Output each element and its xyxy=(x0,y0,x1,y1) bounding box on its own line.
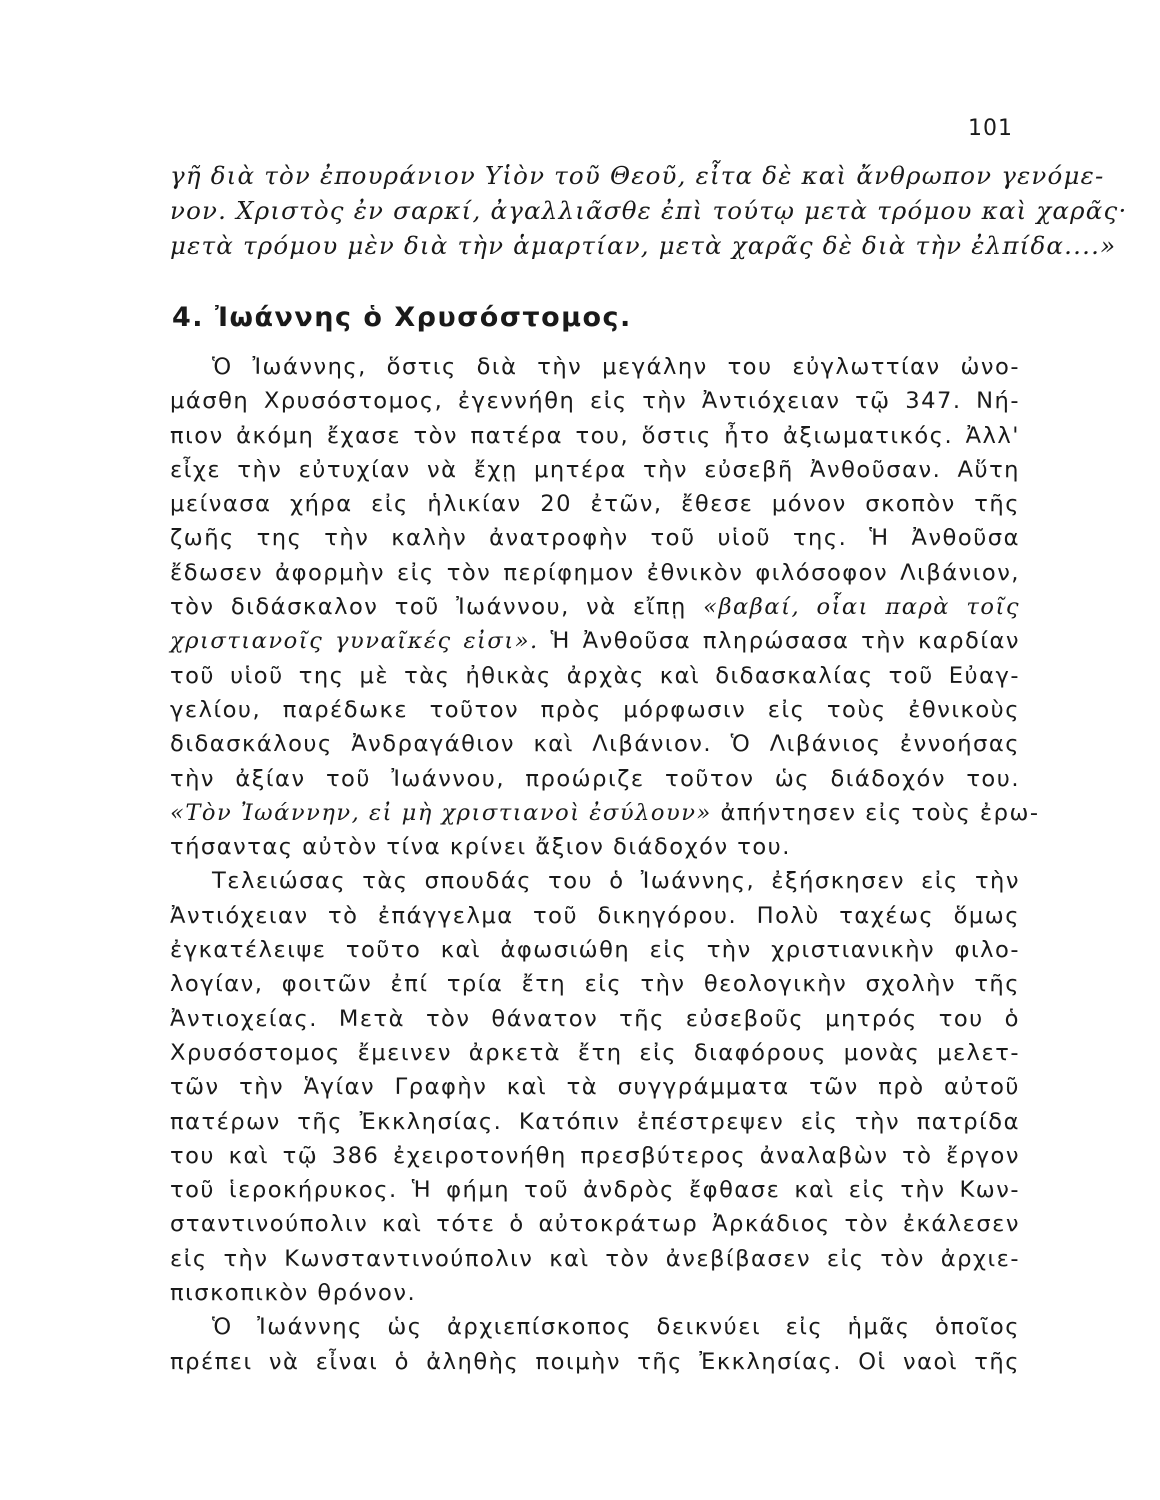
quote-block xyxy=(170,158,1128,263)
text-line: τῶν τὴν Ἁγίαν Γραφὴν καὶ τὰ συγγράμματα τῶν πρὸ αὐτοῦ xyxy=(170,1074,1020,1101)
text-run: ἀπήντησεν εἰς τοὺς ἐρω- xyxy=(711,799,1040,826)
body-text xyxy=(170,350,1040,1379)
italic-quote: «Τὸν Ἰωάννην, εἰ μὴ χριστιανοὶ ἐσύλουν» xyxy=(170,799,712,826)
text-line: εἶχε τὴν εὐτυχίαν νὰ ἔχῃ μητέρα τὴν εὐσεβῆ Ἀνθοῦσαν. Αὕτη xyxy=(170,456,1020,483)
text-line: γελίου, παρέδωκε τοῦτον πρὸς μόρφωσιν εἰς τοὺς ἐθνικοὺς xyxy=(170,696,1020,723)
text-line: λογίαν, φοιτῶν ἐπί τρία ἔτη εἰς τὴν θεολογικὴν σχολὴν τῆς xyxy=(170,971,1020,998)
page-number: 101 xyxy=(968,116,1013,141)
text-line: μείνασα χήρα εἰς ἡλικίαν 20 ἐτῶν, ἔθεσε μόνον σκοπὸν τῆς xyxy=(170,491,1020,518)
text-line xyxy=(170,796,1040,830)
italic-quote: «βαβαί, οἷαι παρὰ τοῖς xyxy=(703,594,1020,621)
text-line: μάσθη Χρυσόστομος, ἐγεννήθη εἰς τὴν Ἀντιόχειαν τῷ 347. Νή- xyxy=(170,388,1020,415)
text-line: τοῦ ἱεροκήρυκος. Ἡ φήμη τοῦ ἀνδρὸς ἔφθασε καὶ εἰς τὴν Κων- xyxy=(170,1177,1020,1204)
text-run: τὸν διδάσκαλον τοῦ Ἰωάννου, νὰ εἴπῃ xyxy=(170,594,704,621)
text-line: Ὁ Ἰωάννης ὡς ἀρχιεπίσκοπος δεικνύει εἰς ἡμᾶς ὁποῖος xyxy=(212,1314,1020,1341)
text-line xyxy=(170,590,1020,624)
text-line: Χρυσόστομος ἔμεινεν ἀρκετὰ ἔτη εἰς διαφόρους μονὰς μελετ- xyxy=(170,1039,1020,1066)
quote-line: μετὰ τρόμου μὲν διὰ τὴν ἁμαρτίαν, μετὰ χαρᾶς δὲ διὰ τὴν ἐλπίδα....» xyxy=(170,231,1117,260)
text-line: ζωῆς της τὴν καλὴν ἀνατροφὴν τοῦ υἱοῦ της. Ἡ Ἀνθοῦσα xyxy=(170,525,1020,552)
text-line: Ἀντιόχειαν τὸ ἐπάγγελμα τοῦ δικηγόρου. Πολὺ ταχέως ὅμως xyxy=(170,902,1020,929)
text-line: πισκοπικὸν θρόνον. xyxy=(170,1280,417,1307)
text-line: ἔδωσεν ἀφορμὴν εἰς τὸν περίφημον ἐθνικὸν φιλόσοφον Λιβάνιον, xyxy=(170,559,1020,586)
text-run: Ἡ Ἀνθοῦσα πληρώσασα τὴν καρδίαν xyxy=(538,628,1020,655)
text-line: πιον ἀκόμη ἔχασε τὸν πατέρα του, ὅστις ἦτο ἀξιωματικός. Ἀλλ' xyxy=(170,422,1020,449)
text-line: τὴν ἀξίαν τοῦ Ἰωάννου, προώριζε τοῦτον ὡς διάδοχόν του. xyxy=(170,765,1020,792)
italic-quote: χριστιανοῖς γυναῖκές εἰσι». xyxy=(170,628,539,655)
text-line: τοῦ υἱοῦ της μὲ τὰς ἠθικὰς ἀρχὰς καὶ διδασκαλίας τοῦ Εὐαγ- xyxy=(170,662,1020,689)
text-line: Ὁ Ἰωάννης, ὅστις διὰ τὴν μεγάλην του εὐγλωττίαν ὠνο- xyxy=(212,354,1020,380)
text-line: εἰς τὴν Κωνσταντινούπολιν καὶ τὸν ἀνεβίβασεν εἰς τὸν ἀρχιε- xyxy=(170,1245,1020,1272)
section-heading: 4. Ἰωάννης ὁ Χρυσόστομος. xyxy=(172,302,632,333)
text-line: σταντινούπολιν καὶ τότε ὁ αὐτοκράτωρ Ἀρκάδιος τὸν ἐκάλεσεν xyxy=(170,1211,1020,1238)
text-line: διδασκάλους Ἀνδραγάθιον καὶ Λιβάνιον. Ὁ Λιβάνιος ἐννοήσας xyxy=(170,731,1020,758)
text-line: τήσαντας αὐτὸν τίνα κρίνει ἄξιον διάδοχόν του. xyxy=(170,834,791,861)
text-line xyxy=(170,624,1020,658)
text-line: του καὶ τῷ 386 ἐχειροτονήθη πρεσβύτερος ἀναλαβὼν τὸ ἔργον xyxy=(170,1142,1020,1169)
text-line: Τελειώσας τὰς σπουδάς του ὁ Ἰωάννης, ἐξήσκησεν εἰς τὴν xyxy=(212,868,1020,895)
text-line: ἐγκατέλειψε τοῦτο καὶ ἀφωσιώθη εἰς τὴν χριστιανικὴν φιλο- xyxy=(170,937,1020,964)
text-line: πατέρων τῆς Ἐκκλησίας. Κατόπιν ἐπέστρεψεν εἰς τὴν πατρίδα xyxy=(170,1108,1020,1135)
text-line: Ἀντιοχείας. Μετὰ τὸν θάνατον τῆς εὐσεβοῦς μητρός του ὁ xyxy=(170,1005,1020,1032)
quote-line: γῆ διὰ τὸν ἐπουράνιον Υἱὸν τοῦ Θεοῦ, εἶτα δὲ καὶ ἄνθρωπον γενόμε- xyxy=(170,161,1105,190)
text-line: πρέπει νὰ εἶναι ὁ ἀληθὴς ποιμὴν τῆς Ἐκκλησίας. Οἱ ναοὶ τῆς xyxy=(170,1348,1020,1375)
quote-line: νον. Χριστὸς ἐν σαρκί, ἀγαλλιᾶσθε ἐπὶ τούτῳ μετὰ τρόμου καὶ χαρᾶς· xyxy=(170,196,1128,225)
